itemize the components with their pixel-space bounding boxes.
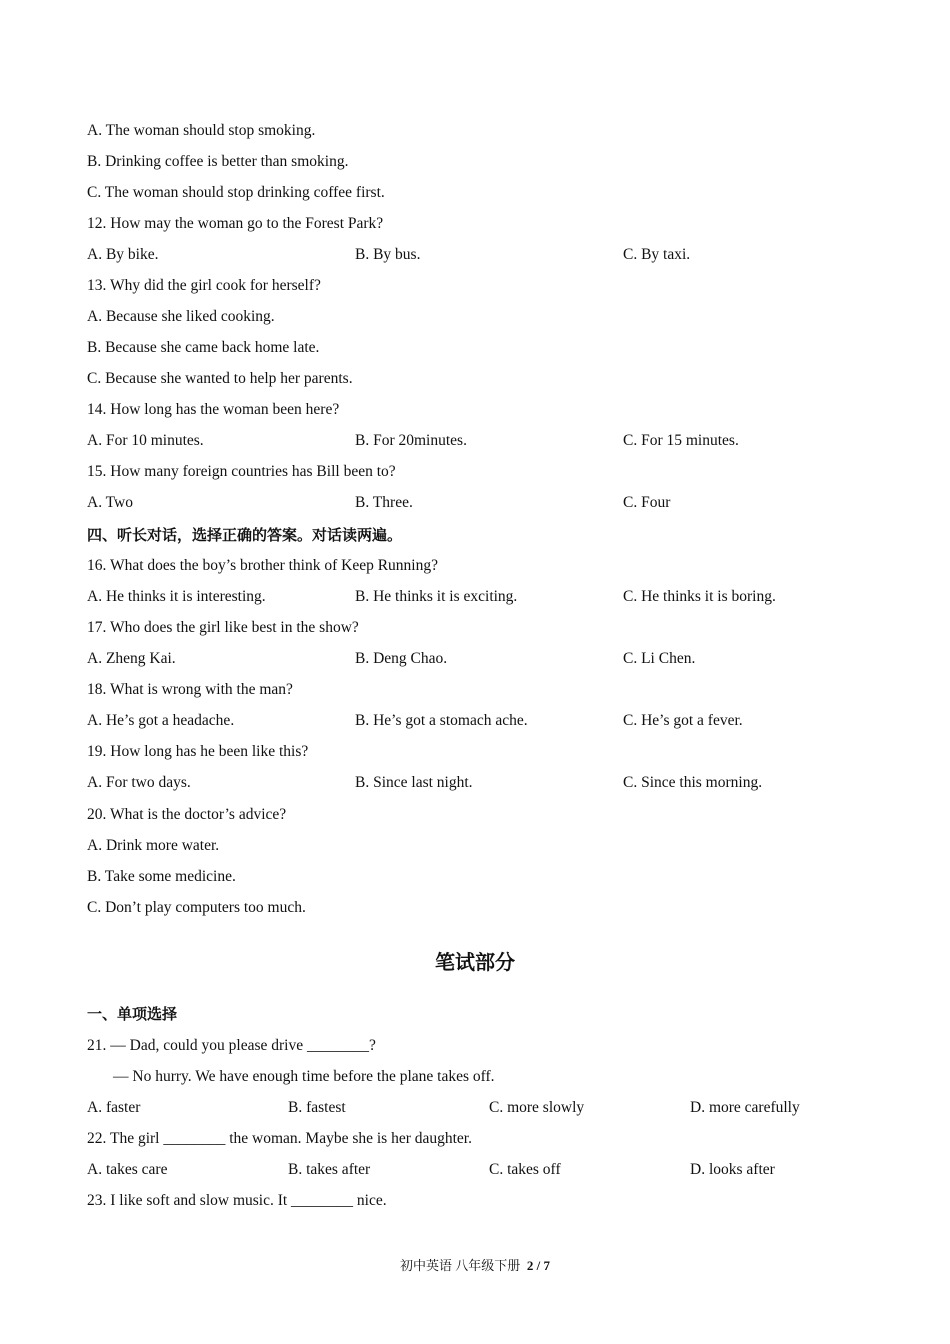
q15-option-c: C. Four — [623, 494, 671, 511]
q13-option-c: C. Because she wanted to help her parents. — [87, 370, 353, 387]
q19-options — [87, 773, 887, 793]
q16-option-b: B. He thinks it is exciting. — [355, 588, 518, 605]
q21-options — [87, 1098, 887, 1118]
q21-option-c: C. more slowly — [489, 1099, 585, 1116]
q15-options — [87, 493, 887, 513]
written-section1-heading: 一、单项选择 — [87, 1005, 178, 1023]
q19-option-a: A. For two days. — [87, 774, 191, 791]
q22-option-c: C. takes off — [489, 1161, 561, 1178]
q11-option-b: B. Drinking coffee is better than smoking. — [87, 153, 349, 170]
q18-option-c: C. He’s got a fever. — [623, 712, 743, 729]
q20-option-a: A. Drink more water. — [87, 837, 220, 854]
q22-stem: 22. The girl ________ the woman. Maybe she is her daughter. — [87, 1130, 472, 1147]
page-total: 7 — [543, 1258, 550, 1273]
footer-label: 初中英语 八年级下册 — [400, 1258, 521, 1273]
q20-option-b: B. Take some medicine. — [87, 868, 236, 885]
q14-option-a: A. For 10 minutes. — [87, 432, 204, 449]
section4-heading: 四、听长对话，选择正确的答案。对话读两遍。 — [87, 526, 403, 544]
q12-stem: 12. How may the woman go to the Forest Park? — [87, 215, 384, 232]
q12-options — [87, 245, 887, 265]
q17-options — [87, 649, 887, 669]
q12-option-c: C. By taxi. — [623, 246, 691, 263]
q12-option-a: A. By bike. — [87, 246, 159, 263]
q22-option-d: D. looks after — [690, 1161, 775, 1178]
q21-option-d: D. more carefully — [690, 1099, 800, 1116]
q16-options — [87, 587, 887, 607]
q15-option-a: A. Two — [87, 494, 133, 511]
q22-options — [87, 1160, 887, 1180]
q22-option-b: B. takes after — [288, 1161, 371, 1178]
q12-option-b: B. By bus. — [355, 246, 421, 263]
q21-line2: — No hurry. We have enough time before the plane takes off. — [113, 1068, 495, 1085]
q13-stem: 13. Why did the girl cook for herself? — [87, 277, 321, 294]
q16-option-a: A. He thinks it is interesting. — [87, 588, 266, 605]
q18-options — [87, 711, 887, 731]
q19-option-c: C. Since this morning. — [623, 774, 763, 791]
q15-stem: 15. How many foreign countries has Bill been to? — [87, 463, 396, 480]
q18-option-a: A. He’s got a headache. — [87, 712, 235, 729]
q17-option-b: B. Deng Chao. — [355, 650, 448, 667]
q11-option-c: C. The woman should stop drinking coffee first. — [87, 184, 385, 201]
page-number: 2 — [526, 1258, 534, 1273]
q21-option-b: B. fastest — [288, 1099, 346, 1116]
q17-option-c: C. Li Chen. — [623, 650, 696, 667]
q14-option-c: C. For 15 minutes. — [623, 432, 739, 449]
q14-option-b: B. For 20minutes. — [355, 432, 467, 449]
q15-option-b: B. Three. — [355, 494, 413, 511]
page-separator: / — [533, 1258, 544, 1273]
q17-stem: 17. Who does the girl like best in the show? — [87, 619, 359, 636]
q23-stem: 23. I like soft and slow music. It ________ nice. — [87, 1192, 387, 1209]
q18-option-b: B. He’s got a stomach ache. — [355, 712, 528, 729]
q19-option-b: B. Since last night. — [355, 774, 473, 791]
q16-stem: 16. What does the boy’s brother think of Keep Running? — [87, 557, 438, 574]
q14-stem: 14. How long has the woman been here? — [87, 401, 340, 418]
q13-option-a: A. Because she liked cooking. — [87, 308, 275, 325]
q22-option-a: A. takes care — [87, 1161, 168, 1178]
q20-option-c: C. Don’t play computers too much. — [87, 899, 306, 916]
q11-option-a: A. The woman should stop smoking. — [87, 122, 316, 139]
q21-line1: 21. — Dad, could you please drive ________? — [87, 1037, 376, 1054]
q16-option-c: C. He thinks it is boring. — [623, 588, 776, 605]
q21-option-a: A. faster — [87, 1099, 141, 1116]
written-part-title: 笔试部分 — [435, 950, 515, 974]
q13-option-b: B. Because she came back home late. — [87, 339, 320, 356]
q20-stem: 20. What is the doctor’s advice? — [87, 806, 287, 823]
q19-stem: 19. How long has he been like this? — [87, 743, 309, 760]
page-footer — [0, 1258, 950, 1274]
q18-stem: 18. What is wrong with the man? — [87, 681, 293, 698]
q14-options — [87, 431, 887, 451]
q17-option-a: A. Zheng Kai. — [87, 650, 176, 667]
